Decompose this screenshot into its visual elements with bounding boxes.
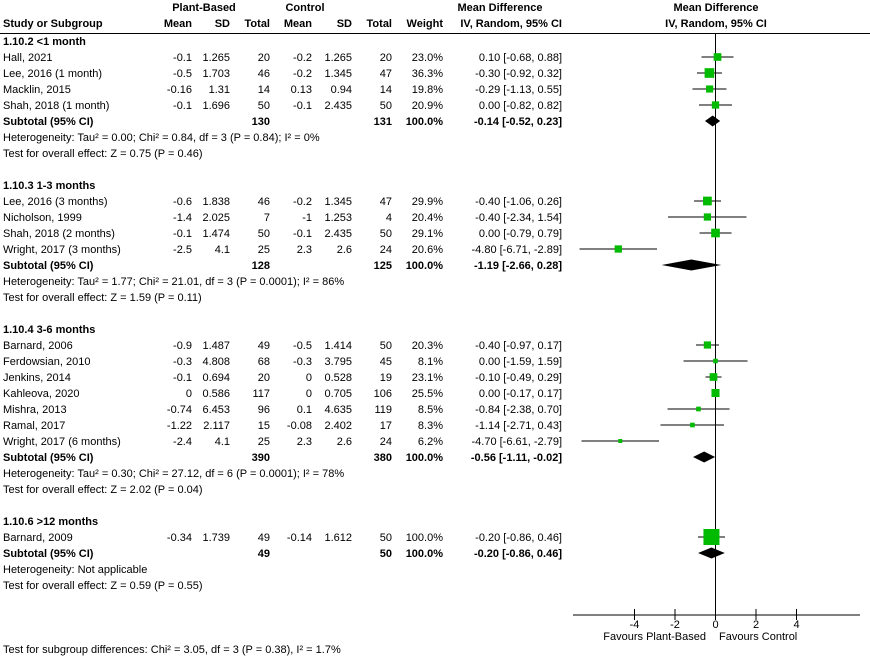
- ci-column-header-left: IV, Random, 95% CI: [460, 18, 562, 30]
- ctrl-sd: 2.402: [324, 420, 352, 432]
- exp-sd: 1.703: [202, 68, 230, 80]
- overall-effect-text: Test for overall effect: Z = 1.59 (P = 0.11): [3, 292, 202, 304]
- heterogeneity-text: Heterogeneity: Tau² = 0.30; Chi² = 27.12, df = 6 (P = 0.0001); I² = 78%: [3, 468, 345, 480]
- weight-value: 25.5%: [411, 388, 443, 400]
- study-name: Wright, 2017 (6 months): [3, 436, 121, 448]
- axis-tick-label: -4: [629, 619, 640, 631]
- weight-value: 100.0%: [405, 532, 443, 544]
- subtotal-exp-total: 390: [251, 452, 270, 464]
- exp-total: 25: [257, 436, 270, 448]
- axis-tick-label: -2: [670, 619, 680, 631]
- ctrl-mean: -1: [302, 212, 312, 224]
- exp-mean: -2.5: [173, 244, 192, 256]
- exp-sd: 2.025: [202, 212, 230, 224]
- subgroup-title-label: 1.10.3 1-3 months: [3, 180, 96, 192]
- subtotal-weight: 100.0%: [405, 116, 443, 128]
- effect-square: [690, 423, 695, 428]
- subtotal-exp-total: 128: [251, 260, 270, 272]
- subtotal-ctrl-total: 125: [373, 260, 392, 272]
- ctrl-sd: 0.528: [324, 372, 352, 384]
- md-ci-text: 0.10 [-0.68, 0.88]: [478, 52, 562, 64]
- ctrl-mean: -0.2: [293, 196, 312, 208]
- study-name: Barnard, 2009: [3, 532, 73, 544]
- subtotal-diamond: [662, 260, 722, 271]
- exp-total: 46: [257, 196, 270, 208]
- study-column-header: Study or Subgroup: [3, 18, 103, 30]
- subtotal-diamond: [698, 548, 725, 559]
- heterogeneity-text: Heterogeneity: Not applicable: [3, 564, 148, 576]
- subgroup-title-label: 1.10.2 <1 month: [3, 36, 86, 48]
- ctrl-sd: 1.265: [324, 52, 352, 64]
- sd1-column-header: SD: [214, 18, 230, 30]
- exp-mean: -0.1: [173, 228, 192, 240]
- weight-value: 20.4%: [411, 212, 443, 224]
- subtotal-ci-text: -0.20 [-0.86, 0.46]: [473, 548, 562, 560]
- ctrl-total: 24: [379, 244, 392, 256]
- exp-mean: -0.5: [173, 68, 192, 80]
- exp-mean: -0.1: [173, 52, 192, 64]
- study-name: Mishra, 2013: [3, 404, 67, 416]
- exp-total: 117: [252, 388, 270, 400]
- exp-mean: -0.9: [173, 340, 192, 352]
- weight-value: 36.3%: [411, 68, 443, 80]
- exp-total: 7: [263, 212, 270, 224]
- exp-total: 25: [257, 244, 270, 256]
- exp-sd: 1.31: [208, 84, 230, 96]
- exp-mean: 0: [185, 388, 192, 400]
- ctrl-total: 50: [379, 340, 392, 352]
- exp-sd: 4.1: [214, 244, 230, 256]
- effect-square: [710, 373, 718, 381]
- exp-mean: -2.4: [173, 436, 192, 448]
- ctrl-mean: -0.08: [286, 420, 312, 432]
- weight-value: 23.1%: [411, 372, 443, 384]
- ctrl-total: 50: [379, 228, 392, 240]
- exp-sd: 0.586: [202, 388, 230, 400]
- md-ci-text: 0.00 [-1.59, 1.59]: [478, 356, 562, 368]
- exp-sd: 2.117: [203, 420, 230, 432]
- effect-square: [704, 213, 711, 220]
- mean2-column-header: Mean: [283, 18, 312, 30]
- ctrl-sd: 2.6: [336, 244, 352, 256]
- mean1-column-header: Mean: [163, 18, 192, 30]
- md-ci-text: -4.70 [-6.61, -2.79]: [471, 436, 562, 448]
- exp-mean: -0.6: [173, 196, 192, 208]
- exp-sd: 4.808: [202, 356, 230, 368]
- ctrl-mean: -0.1: [293, 228, 312, 240]
- effect-square: [706, 85, 713, 92]
- subtotal-ci-text: -0.56 [-1.11, -0.02]: [470, 452, 562, 464]
- study-name: Nicholson, 1999: [3, 212, 82, 224]
- weight-value: 29.1%: [411, 228, 443, 240]
- effect-square: [713, 359, 718, 364]
- subtotal-weight: 100.0%: [405, 260, 443, 272]
- total2-column-header: Total: [366, 18, 392, 30]
- ctrl-mean: -0.14: [286, 532, 312, 544]
- effect-square: [703, 197, 712, 206]
- subtotal-diamond: [705, 116, 720, 127]
- exp-total: 46: [257, 68, 270, 80]
- ctrl-mean: -0.5: [293, 340, 312, 352]
- favours-left-label: Favours Plant-Based: [603, 631, 706, 643]
- sd2-column-header: SD: [336, 18, 352, 30]
- ctrl-total: 47: [379, 196, 392, 208]
- subtotal-exp-total: 49: [257, 548, 270, 560]
- weight-value: 8.3%: [417, 420, 443, 432]
- ctrl-sd: 2.435: [324, 228, 352, 240]
- exp-mean: -0.1: [173, 372, 192, 384]
- overall-effect-text: Test for overall effect: Z = 0.75 (P = 0.46): [3, 148, 203, 160]
- effect-square: [712, 101, 719, 108]
- favours-right-label: Favours Control: [719, 631, 798, 643]
- effect-square: [703, 529, 719, 545]
- ctrl-total: 17: [379, 420, 392, 432]
- subtotal-ctrl-total: 131: [373, 116, 392, 128]
- exp-sd: 4.1: [214, 436, 230, 448]
- subtotal-exp-total: 130: [251, 116, 270, 128]
- heterogeneity-text: Heterogeneity: Tau² = 1.77; Chi² = 21.01, df = 3 (P = 0.0001); I² = 86%: [3, 276, 345, 288]
- ctrl-sd: 1.345: [324, 196, 352, 208]
- md-ci-text: -1.14 [-2.71, 0.43]: [475, 420, 562, 432]
- ctrl-sd: 1.345: [324, 68, 352, 80]
- subtotal-diamond: [693, 452, 715, 463]
- ctrl-sd: 1.253: [324, 212, 352, 224]
- subtotal-ci-text: -1.19 [-2.66, 0.28]: [473, 260, 562, 272]
- ctrl-sd: 4.635: [324, 404, 352, 416]
- exp-sd: 6.453: [202, 404, 230, 416]
- exp-total: 49: [257, 340, 270, 352]
- ctrl-total: 45: [379, 356, 392, 368]
- ctrl-total: 47: [379, 68, 392, 80]
- exp-mean: -0.16: [166, 84, 192, 96]
- study-name: Barnard, 2006: [3, 340, 73, 352]
- ctrl-sd: 1.612: [324, 532, 352, 544]
- md-ci-text: -0.84 [-2.38, 0.70]: [475, 404, 562, 416]
- subtotal-label: Subtotal (95% CI): [3, 548, 94, 560]
- study-name: Wright, 2017 (3 months): [3, 244, 121, 256]
- md-ci-text: 0.00 [-0.82, 0.82]: [478, 100, 562, 112]
- group1-header: Plant-Based: [172, 2, 236, 14]
- ctrl-mean: -0.2: [293, 68, 312, 80]
- exp-total: 50: [257, 228, 270, 240]
- ctrl-total: 106: [373, 388, 392, 400]
- ctrl-total: 50: [379, 100, 392, 112]
- md-ci-text: -0.20 [-0.86, 0.46]: [475, 532, 562, 544]
- md-ci-text: -0.40 [-0.97, 0.17]: [475, 340, 562, 352]
- ctrl-sd: 2.435: [324, 100, 352, 112]
- exp-sd: 0.694: [202, 372, 230, 384]
- exp-sd: 1.739: [202, 532, 230, 544]
- ctrl-mean: 0: [305, 372, 312, 384]
- effect-square: [696, 407, 701, 412]
- axis-tick-label: 2: [752, 619, 760, 631]
- weight-value: 6.2%: [417, 436, 443, 448]
- mean-difference-header-right: Mean Difference: [673, 2, 759, 14]
- ctrl-sd: 3.795: [324, 356, 352, 368]
- mean-difference-header-left: Mean Difference: [457, 2, 543, 14]
- ctrl-mean: 2.3: [296, 436, 312, 448]
- exp-total: 20: [257, 372, 270, 384]
- subgroup-title-label: 1.10.6 >12 months: [3, 516, 99, 528]
- weight-value: 8.5%: [417, 404, 443, 416]
- overall-effect-text: Test for overall effect: Z = 0.59 (P = 0.55): [3, 580, 203, 592]
- axis-tick-label: 4: [793, 619, 800, 631]
- ctrl-sd: 1.414: [324, 340, 352, 352]
- study-name: Kahleova, 2020: [3, 388, 80, 400]
- study-name: Lee, 2016 (1 month): [3, 68, 103, 80]
- effect-square: [704, 341, 711, 348]
- exp-total: 14: [257, 84, 270, 96]
- ctrl-mean: -0.1: [293, 100, 312, 112]
- effect-square: [714, 53, 722, 61]
- exp-total: 68: [257, 356, 270, 368]
- total1-column-header: Total: [244, 18, 270, 30]
- overall-effect-text: Test for overall effect: Z = 2.02 (P = 0.04): [3, 484, 203, 496]
- subtotal-ctrl-total: 50: [379, 548, 392, 560]
- subtotal-label: Subtotal (95% CI): [3, 260, 94, 272]
- exp-total: 96: [257, 404, 270, 416]
- exp-sd: 1.474: [202, 228, 230, 240]
- effect-square: [711, 389, 719, 397]
- exp-sd: 1.265: [202, 52, 230, 64]
- effect-square: [618, 439, 622, 443]
- study-name: Lee, 2016 (3 months): [3, 196, 108, 208]
- subtotal-weight: 100.0%: [405, 452, 443, 464]
- exp-mean: -1.22: [166, 420, 192, 432]
- effect-square: [711, 229, 720, 238]
- exp-sd: 1.487: [202, 340, 230, 352]
- subgroup-difference-test: Test for subgroup differences: Chi² = 3.05, df = 3 (P = 0.38), I² = 1.7%: [3, 644, 341, 656]
- ctrl-total: 4: [385, 212, 392, 224]
- exp-total: 50: [257, 100, 270, 112]
- ctrl-total: 20: [379, 52, 392, 64]
- md-ci-text: 0.00 [-0.79, 0.79]: [478, 228, 562, 240]
- exp-total: 15: [257, 420, 270, 432]
- weight-value: 20.9%: [411, 100, 443, 112]
- exp-total: 49: [257, 532, 270, 544]
- study-name: Shah, 2018 (1 month): [3, 100, 110, 112]
- subtotal-label: Subtotal (95% CI): [3, 116, 94, 128]
- ctrl-mean: 0.1: [296, 404, 312, 416]
- ctrl-total: 119: [374, 404, 392, 416]
- ctrl-sd: 2.6: [336, 436, 352, 448]
- effect-square: [615, 245, 622, 252]
- study-name: Jenkins, 2014: [3, 372, 71, 384]
- subtotal-ci-text: -0.14 [-0.52, 0.23]: [473, 116, 562, 128]
- study-name: Hall, 2021: [3, 52, 53, 64]
- ctrl-mean: 2.3: [296, 244, 312, 256]
- study-name: Ramal, 2017: [3, 420, 66, 432]
- subtotal-ctrl-total: 380: [373, 452, 392, 464]
- weight-value: 8.1%: [417, 356, 443, 368]
- ctrl-mean: -0.2: [293, 52, 312, 64]
- subtotal-label: Subtotal (95% CI): [3, 452, 94, 464]
- heterogeneity-text: Heterogeneity: Tau² = 0.00; Chi² = 0.84, df = 3 (P = 0.84); I² = 0%: [3, 132, 320, 144]
- weight-column-header: Weight: [406, 18, 443, 30]
- md-ci-text: -0.29 [-1.13, 0.55]: [475, 84, 562, 96]
- ctrl-sd: 0.705: [324, 388, 352, 400]
- subtotal-weight: 100.0%: [405, 548, 443, 560]
- effect-square: [705, 68, 715, 78]
- ci-column-header-right: IV, Random, 95% CI: [665, 18, 767, 30]
- ctrl-total: 19: [379, 372, 392, 384]
- weight-value: 20.3%: [411, 340, 443, 352]
- exp-mean: -0.34: [166, 532, 192, 544]
- md-ci-text: -0.30 [-0.92, 0.32]: [475, 68, 562, 80]
- axis-tick-label: 0: [712, 619, 719, 631]
- ctrl-mean: -0.3: [293, 356, 312, 368]
- md-ci-text: -4.80 [-6.71, -2.89]: [471, 244, 562, 256]
- study-name: Ferdowsian, 2010: [3, 356, 91, 368]
- study-name: Shah, 2018 (2 months): [3, 228, 115, 240]
- ctrl-sd: 0.94: [330, 84, 352, 96]
- exp-mean: -0.1: [173, 100, 192, 112]
- ctrl-mean: 0: [305, 388, 312, 400]
- weight-value: 29.9%: [411, 196, 443, 208]
- md-ci-text: 0.00 [-0.17, 0.17]: [478, 388, 562, 400]
- study-name: Macklin, 2015: [3, 84, 71, 96]
- ctrl-total: 24: [379, 436, 392, 448]
- ctrl-mean: 0.13: [290, 84, 312, 96]
- ctrl-total: 14: [379, 84, 392, 96]
- ctrl-total: 50: [379, 532, 392, 544]
- weight-value: 19.8%: [411, 84, 443, 96]
- exp-mean: -1.4: [173, 212, 192, 224]
- group2-header: Control: [285, 2, 325, 14]
- weight-value: 20.6%: [411, 244, 443, 256]
- exp-sd: 1.838: [202, 196, 230, 208]
- subgroup-title-label: 1.10.4 3-6 months: [3, 324, 96, 336]
- exp-sd: 1.696: [202, 100, 230, 112]
- weight-value: 23.0%: [411, 52, 443, 64]
- exp-total: 20: [257, 52, 270, 64]
- md-ci-text: -0.40 [-2.34, 1.54]: [475, 212, 562, 224]
- md-ci-text: -0.40 [-1.06, 0.26]: [475, 196, 562, 208]
- md-ci-text: -0.10 [-0.49, 0.29]: [475, 372, 562, 384]
- exp-mean: -0.74: [166, 404, 192, 416]
- exp-mean: -0.3: [173, 356, 192, 368]
